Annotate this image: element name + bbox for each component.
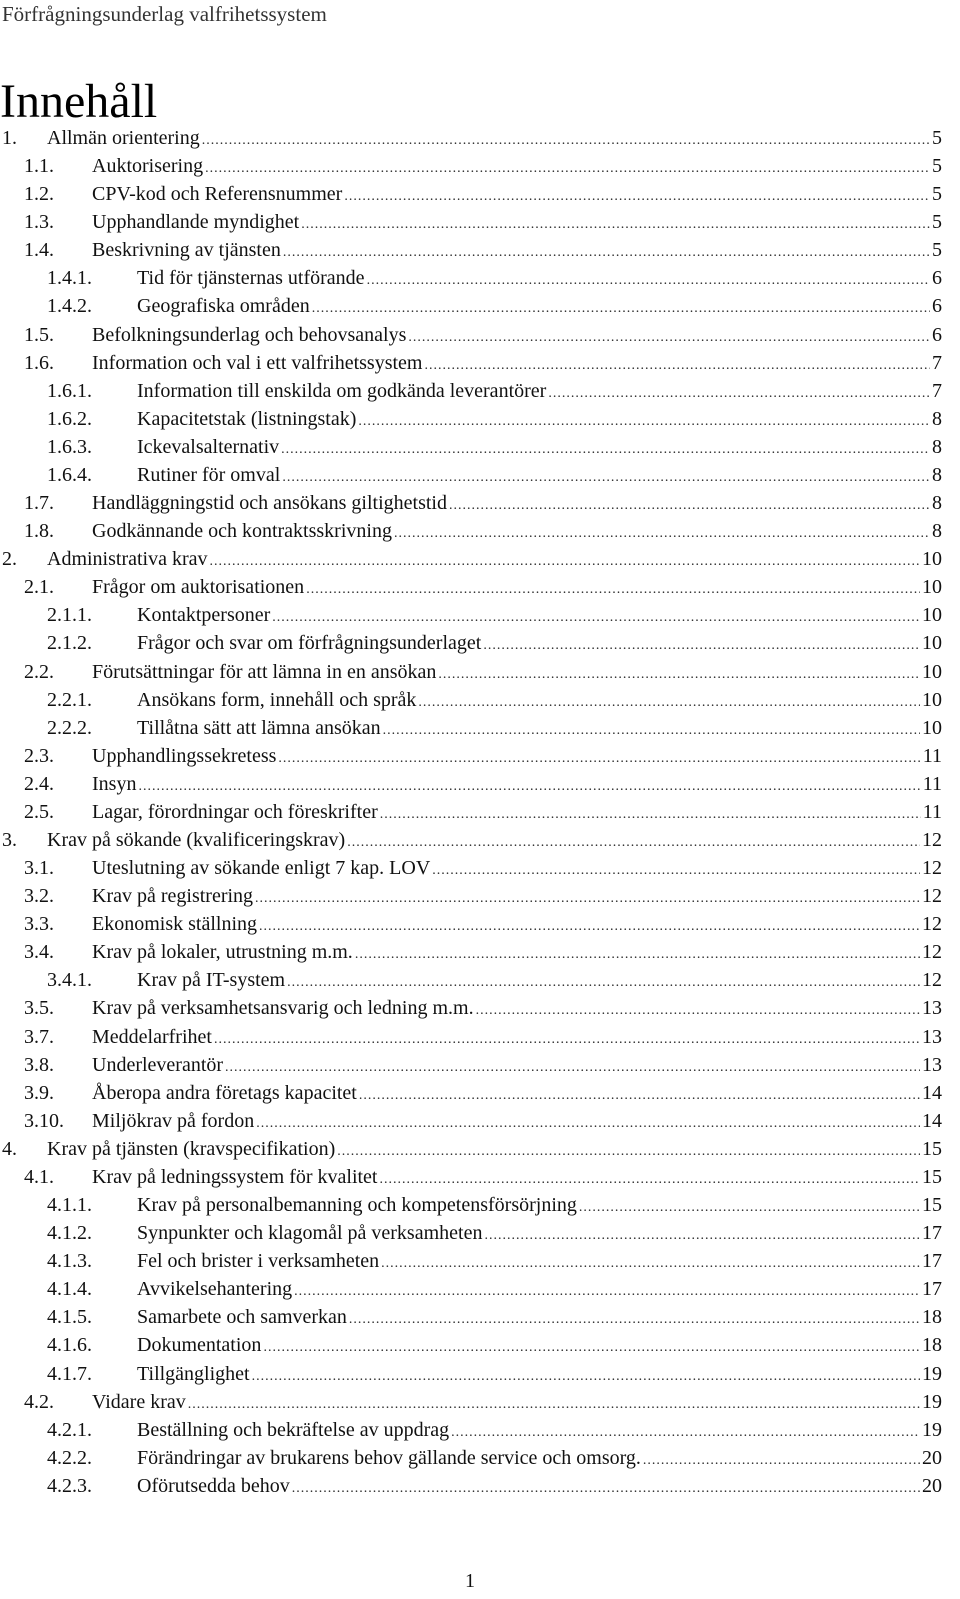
toc-entry-number: 4. bbox=[2, 1137, 17, 1160]
toc-entry[interactable] bbox=[2, 826, 942, 854]
toc-entry-title[interactable]: Befolkningsunderlag och behovsanalys bbox=[92, 323, 407, 346]
dot-leader bbox=[380, 798, 921, 826]
toc-entry-number: 3.5. bbox=[24, 997, 54, 1020]
toc-entry-page[interactable]: 18 bbox=[922, 1334, 942, 1357]
dot-leader bbox=[252, 1360, 920, 1388]
toc-entry-page[interactable]: 13 bbox=[922, 997, 942, 1020]
toc-entry-number: 3.2. bbox=[24, 885, 54, 908]
toc-entry-number: 3.4.1. bbox=[47, 969, 92, 992]
toc-entry-page[interactable]: 12 bbox=[922, 829, 942, 851]
toc-entry-title[interactable]: Information till enskilda om godkända leverantörer bbox=[137, 379, 547, 402]
toc-entry[interactable] bbox=[47, 1416, 942, 1444]
toc-entry[interactable] bbox=[47, 433, 942, 461]
toc-entry-number: 3.8. bbox=[24, 1053, 54, 1076]
toc-entry-number: 1.8. bbox=[24, 520, 54, 543]
toc-entry[interactable] bbox=[24, 882, 942, 910]
toc-entry[interactable] bbox=[47, 629, 942, 657]
toc-entry-number: 1.5. bbox=[24, 323, 54, 346]
toc-entry[interactable] bbox=[24, 573, 942, 601]
toc-entry-page[interactable]: 17 bbox=[922, 1250, 942, 1273]
dot-leader bbox=[383, 714, 920, 742]
dot-leader bbox=[408, 321, 930, 349]
toc-entry-page[interactable]: 8 bbox=[932, 435, 942, 458]
toc-entry-title[interactable]: Avvikelsehantering bbox=[137, 1278, 293, 1301]
toc-entry-page[interactable]: 20 bbox=[922, 1446, 942, 1469]
dot-leader bbox=[225, 1051, 920, 1079]
toc-entry-number: 4.1.4. bbox=[47, 1278, 92, 1301]
toc-entry[interactable] bbox=[24, 1388, 942, 1416]
toc-entry-title[interactable]: Krav på registrering bbox=[92, 885, 254, 908]
dot-leader bbox=[287, 966, 920, 994]
toc-entry-number: 4.1.1. bbox=[47, 1194, 92, 1217]
toc-entry-number: 3.7. bbox=[24, 1025, 54, 1048]
toc-entry-title[interactable]: Frågor om auktorisationen bbox=[92, 576, 305, 599]
toc-entry-number: 1.6.1. bbox=[47, 379, 92, 402]
toc-entry-page[interactable]: 6 bbox=[932, 323, 942, 346]
dot-leader bbox=[294, 1275, 920, 1303]
toc-entry[interactable] bbox=[47, 1303, 942, 1331]
toc-entry-page[interactable]: 5 bbox=[932, 127, 942, 149]
toc-entry-page[interactable]: 5 bbox=[932, 183, 942, 206]
toc-entry[interactable] bbox=[24, 321, 942, 349]
toc-entry-title[interactable]: Kapacitetstak (listningstak) bbox=[137, 407, 357, 430]
toc-entry[interactable] bbox=[47, 1472, 942, 1500]
toc-entry[interactable] bbox=[24, 742, 942, 770]
toc-entry-page[interactable]: 7 bbox=[932, 379, 942, 402]
toc-entry[interactable] bbox=[24, 938, 942, 966]
toc-entry-number: 4.1.2. bbox=[47, 1222, 92, 1245]
dot-leader bbox=[188, 1388, 920, 1416]
toc-entry[interactable] bbox=[47, 1191, 942, 1219]
dot-leader bbox=[394, 517, 930, 545]
toc-entry-title[interactable]: Ickevalsalternativ bbox=[137, 435, 280, 458]
toc-entry-page[interactable]: 14 bbox=[922, 1109, 942, 1132]
toc-entry[interactable] bbox=[24, 1107, 942, 1135]
toc-entry-title[interactable]: Åberopa andra företags kapacitet bbox=[92, 1081, 357, 1104]
toc-entry-page[interactable]: 6 bbox=[932, 267, 942, 290]
toc-entry[interactable] bbox=[24, 854, 942, 882]
dot-leader bbox=[283, 236, 930, 264]
dot-leader bbox=[292, 1472, 920, 1500]
toc-entry-page[interactable]: 10 bbox=[922, 576, 942, 599]
dot-leader bbox=[367, 264, 930, 292]
document-header: Förfrågningsunderlag valfrihetssystem bbox=[2, 2, 327, 26]
page-number: 1 bbox=[465, 1570, 475, 1592]
dot-leader bbox=[418, 686, 920, 714]
dot-leader bbox=[432, 854, 920, 882]
toc-entry-title[interactable]: Upphandlande myndighet bbox=[92, 211, 300, 234]
toc-entry[interactable] bbox=[47, 1331, 942, 1359]
dot-leader bbox=[344, 180, 930, 208]
toc-entry-page[interactable]: 12 bbox=[922, 885, 942, 908]
toc-entry[interactable] bbox=[2, 124, 942, 152]
toc-entry[interactable] bbox=[47, 377, 942, 405]
dot-leader bbox=[643, 1444, 920, 1472]
toc-entry-title[interactable]: Geografiska områden bbox=[137, 295, 310, 318]
toc-entry-page[interactable]: 10 bbox=[922, 632, 942, 655]
dot-leader bbox=[347, 826, 920, 854]
toc-entry-number: 4.2.2. bbox=[47, 1446, 92, 1469]
toc-entry-number: 1.6.2. bbox=[47, 407, 92, 430]
toc-entry[interactable] bbox=[47, 1360, 942, 1388]
toc-heading: Innehåll bbox=[0, 75, 158, 128]
toc-entry-title[interactable]: Lagar, förordningar och föreskrifter bbox=[92, 800, 378, 823]
toc-entry-title[interactable]: Information och val i ett valfrihetssystem bbox=[92, 351, 423, 374]
toc-entry-number: 2. bbox=[2, 548, 17, 571]
toc-entry-title[interactable]: Krav på lokaler, utrustning m.m. bbox=[92, 941, 353, 964]
toc-entry-number: 1.6.4. bbox=[47, 463, 92, 486]
toc-entry[interactable] bbox=[24, 910, 942, 938]
dot-leader bbox=[337, 1135, 920, 1163]
toc-entry[interactable] bbox=[24, 1023, 942, 1051]
toc-entry-number: 2.5. bbox=[24, 800, 54, 823]
toc-entry-number: 4.1.5. bbox=[47, 1306, 92, 1329]
dot-leader bbox=[210, 545, 920, 573]
toc-entry-title[interactable]: Beskrivning av tjänsten bbox=[92, 239, 281, 262]
dot-leader bbox=[281, 433, 930, 461]
toc-entry-title[interactable]: Krav på sökande (kvalificeringskrav) bbox=[47, 829, 346, 851]
toc-entry-title[interactable]: Vidare krav bbox=[92, 1390, 186, 1413]
toc-entry-title[interactable]: Tillåtna sätt att lämna ansökan bbox=[137, 716, 381, 739]
toc-entry[interactable] bbox=[47, 1219, 942, 1247]
toc-entry-page[interactable]: 8 bbox=[932, 407, 942, 430]
toc-entry[interactable] bbox=[24, 658, 942, 686]
toc-entry-title[interactable]: Fel och brister i verksamheten bbox=[137, 1250, 380, 1273]
dot-leader bbox=[438, 658, 920, 686]
toc-entry-title[interactable]: Allmän orientering bbox=[47, 127, 200, 149]
toc-entry-number: 2.2. bbox=[24, 660, 54, 683]
dot-leader bbox=[256, 1107, 920, 1135]
toc-entry-number: 1.7. bbox=[24, 492, 54, 515]
toc-entry-title[interactable]: Meddelarfrihet bbox=[92, 1025, 212, 1048]
toc-entry-title[interactable]: Krav på verksamhetsansvarig och ledning m.m. bbox=[92, 997, 474, 1020]
toc-entry-title[interactable]: CPV-kod och Referensnummer bbox=[92, 183, 343, 206]
dot-leader bbox=[278, 742, 920, 770]
toc-entry-page[interactable]: 8 bbox=[932, 492, 942, 515]
toc-entry-page[interactable]: 12 bbox=[922, 913, 942, 936]
toc-entry-page[interactable]: 17 bbox=[922, 1278, 942, 1301]
dot-leader bbox=[476, 994, 920, 1022]
toc-entry-number: 2.2.2. bbox=[47, 716, 92, 739]
toc-entry-number: 4.1.3. bbox=[47, 1250, 92, 1273]
toc-entry-number: 3. bbox=[2, 829, 17, 851]
toc-entry[interactable] bbox=[24, 994, 942, 1022]
toc-entry[interactable] bbox=[47, 686, 942, 714]
toc-entry-title[interactable]: Ekonomisk ställning bbox=[92, 913, 257, 936]
toc-entry[interactable] bbox=[24, 770, 942, 798]
toc-entry-page[interactable]: 11 bbox=[922, 800, 942, 823]
toc-entry[interactable] bbox=[24, 349, 942, 377]
toc-entry-number: 4.1. bbox=[24, 1165, 54, 1188]
toc-entry-title[interactable]: Tid för tjänsternas utförande bbox=[137, 267, 365, 290]
toc-entry[interactable] bbox=[47, 1444, 942, 1472]
toc-entry[interactable] bbox=[47, 1247, 942, 1275]
toc-entry-page[interactable]: 15 bbox=[922, 1137, 942, 1160]
toc-entry-page[interactable]: 10 bbox=[922, 548, 942, 571]
toc-entry-title[interactable]: Förutsättningar för att lämna in en ansökan bbox=[92, 660, 437, 683]
toc-entry[interactable] bbox=[47, 405, 942, 433]
toc-entry-number: 1.6. bbox=[24, 351, 54, 374]
toc-entry-title[interactable]: Godkännande och kontraktsskrivning bbox=[92, 520, 392, 543]
toc-entry-title[interactable]: Uteslutning av sökande enligt 7 kap. LOV bbox=[92, 857, 431, 880]
toc-entry-title[interactable]: Upphandlingssekretess bbox=[92, 744, 277, 767]
dot-leader bbox=[380, 1163, 921, 1191]
toc-entry[interactable] bbox=[24, 208, 942, 236]
toc-entry[interactable] bbox=[47, 292, 942, 320]
toc-entry-page[interactable]: 10 bbox=[922, 688, 942, 711]
toc-entry-page[interactable]: 5 bbox=[932, 239, 942, 262]
toc-entry-page[interactable]: 11 bbox=[922, 744, 942, 767]
dot-leader bbox=[579, 1191, 920, 1219]
toc-entry-number: 4.1.6. bbox=[47, 1334, 92, 1357]
toc-entry-number: 4.2. bbox=[24, 1390, 54, 1413]
toc-entry-title[interactable]: Underleverantör bbox=[92, 1053, 224, 1076]
dot-leader bbox=[202, 124, 930, 152]
toc-entry-page[interactable]: 19 bbox=[922, 1418, 942, 1441]
toc-entry-title[interactable]: Krav på ledningssystem för kvalitet bbox=[92, 1165, 378, 1188]
dot-leader bbox=[138, 770, 920, 798]
toc-entry-title[interactable]: Förändringar av brukarens behov gällande service och omsorg. bbox=[137, 1446, 641, 1469]
toc-entry-title[interactable]: Handläggningstid och ansökans giltighetstid bbox=[92, 492, 447, 515]
toc-entry-title[interactable]: Frågor och svar om förfrågningsunderlaget bbox=[137, 632, 482, 655]
toc-entry-title[interactable]: Ansökans form, innehåll och språk bbox=[137, 688, 417, 711]
toc-entry-number: 3.4. bbox=[24, 941, 54, 964]
toc-entry-number: 2.1. bbox=[24, 576, 54, 599]
toc-entry-number: 3.3. bbox=[24, 913, 54, 936]
toc-entry-page[interactable]: 13 bbox=[922, 1025, 942, 1048]
dot-leader bbox=[349, 1303, 920, 1331]
toc-entry-title[interactable]: Krav på IT-system bbox=[137, 969, 286, 992]
dot-leader bbox=[259, 910, 920, 938]
dot-leader bbox=[282, 461, 930, 489]
toc-entry-number: 2.1.2. bbox=[47, 632, 92, 655]
dot-leader bbox=[301, 208, 930, 236]
toc-entry[interactable] bbox=[24, 1051, 942, 1079]
toc-entry[interactable] bbox=[47, 1275, 942, 1303]
toc-entry[interactable] bbox=[24, 517, 942, 545]
toc-entry-page[interactable]: 15 bbox=[922, 1194, 942, 1217]
toc-entry-page[interactable]: 20 bbox=[922, 1474, 942, 1497]
toc-entry-title[interactable]: Auktorisering bbox=[92, 155, 204, 178]
toc-entry-title[interactable]: Tillgänglighet bbox=[137, 1362, 250, 1385]
toc-entry[interactable] bbox=[47, 461, 942, 489]
toc-entry-page[interactable]: 7 bbox=[932, 351, 942, 374]
toc-entry-title[interactable]: Krav på tjänsten (kravspecifikation) bbox=[47, 1137, 336, 1160]
toc-entry-number: 4.1.7. bbox=[47, 1362, 92, 1385]
toc-entry-title[interactable]: Krav på personalbemanning och kompetensförsörjning bbox=[137, 1194, 577, 1217]
dot-leader bbox=[449, 489, 930, 517]
toc-entry[interactable] bbox=[24, 489, 942, 517]
toc-entry-page[interactable]: 10 bbox=[922, 660, 942, 683]
dot-leader bbox=[358, 405, 930, 433]
toc-entry-page[interactable]: 10 bbox=[922, 716, 942, 739]
toc-entry-page[interactable]: 12 bbox=[922, 941, 942, 964]
toc-entry-page[interactable]: 5 bbox=[932, 155, 942, 178]
toc-entry-page[interactable]: 5 bbox=[932, 211, 942, 234]
toc-entry-number: 1.4. bbox=[24, 239, 54, 262]
toc-entry-page[interactable]: 18 bbox=[922, 1306, 942, 1329]
toc-entry-number: 2.3. bbox=[24, 744, 54, 767]
toc-entry-number: 2.4. bbox=[24, 772, 54, 795]
toc-entry[interactable] bbox=[2, 545, 942, 573]
toc-entry-page[interactable]: 10 bbox=[922, 604, 942, 627]
toc-entry-title[interactable]: Rutiner för omval bbox=[137, 463, 281, 486]
toc-entry-number: 4.2.3. bbox=[47, 1474, 92, 1497]
toc-entry-title[interactable]: Oförutsedda behov bbox=[137, 1474, 290, 1497]
toc-entry-title[interactable]: Kontaktpersoner bbox=[137, 604, 271, 627]
dot-leader bbox=[272, 601, 920, 629]
toc-entry-page[interactable]: 13 bbox=[922, 1053, 942, 1076]
toc-entry[interactable] bbox=[47, 966, 942, 994]
toc-entry-number: 4.2.1. bbox=[47, 1418, 92, 1441]
dot-leader bbox=[355, 938, 920, 966]
toc-entry[interactable] bbox=[47, 601, 942, 629]
dot-leader bbox=[381, 1247, 920, 1275]
toc-entry-page[interactable]: 17 bbox=[922, 1222, 942, 1245]
toc-entry[interactable] bbox=[24, 152, 942, 180]
toc-entry-number: 2.2.1. bbox=[47, 688, 92, 711]
dot-leader bbox=[205, 152, 930, 180]
toc-entry-title[interactable]: Miljökrav på fordon bbox=[92, 1109, 255, 1132]
dot-leader bbox=[359, 1079, 920, 1107]
toc-entry-number: 1.4.2. bbox=[47, 295, 92, 318]
toc-entry-number: 1.2. bbox=[24, 183, 54, 206]
toc-entry-page[interactable]: 8 bbox=[932, 463, 942, 486]
toc-entry-page[interactable]: 14 bbox=[922, 1081, 942, 1104]
toc-entry-number: 3.9. bbox=[24, 1081, 54, 1104]
toc-entry-page[interactable]: 12 bbox=[922, 857, 942, 880]
dot-leader bbox=[214, 1023, 920, 1051]
toc-entry-page[interactable]: 11 bbox=[922, 772, 942, 795]
toc-entry-number: 1.3. bbox=[24, 211, 54, 234]
toc-entry[interactable] bbox=[24, 180, 942, 208]
toc-entry-number: 1. bbox=[2, 127, 17, 149]
toc-entry[interactable] bbox=[24, 1163, 942, 1191]
toc-entry-number: 3.10. bbox=[24, 1109, 64, 1132]
toc-entry-page[interactable]: 6 bbox=[932, 295, 942, 318]
toc-entry-number: 2.1.1. bbox=[47, 604, 92, 627]
toc-entry-title[interactable]: Beställning och bekräftelse av uppdrag bbox=[137, 1418, 450, 1441]
toc-entry-title[interactable]: Synpunkter och klagomål på verksamheten bbox=[137, 1222, 483, 1245]
dot-leader bbox=[263, 1331, 920, 1359]
toc-entry-page[interactable]: 12 bbox=[922, 969, 942, 992]
toc-entry-number: 1.1. bbox=[24, 155, 54, 178]
dot-leader bbox=[483, 629, 920, 657]
dot-leader bbox=[306, 573, 920, 601]
toc-entry[interactable] bbox=[24, 798, 942, 826]
toc-entry-title[interactable]: Administrativa krav bbox=[47, 548, 208, 571]
toc-entry[interactable] bbox=[24, 1079, 942, 1107]
dot-leader bbox=[255, 882, 920, 910]
toc-entry-number: 1.4.1. bbox=[47, 267, 92, 290]
toc-entry-title[interactable]: Dokumentation bbox=[137, 1334, 262, 1357]
dot-leader bbox=[451, 1416, 920, 1444]
dot-leader bbox=[484, 1219, 920, 1247]
toc-entry-title[interactable]: Samarbete och samverkan bbox=[137, 1306, 347, 1329]
dot-leader bbox=[548, 377, 930, 405]
toc-entry-page[interactable]: 19 bbox=[922, 1390, 942, 1413]
dot-leader bbox=[424, 349, 930, 377]
toc-entry[interactable] bbox=[2, 1135, 942, 1163]
dot-leader bbox=[312, 292, 930, 320]
toc-entry-number: 1.6.3. bbox=[47, 435, 92, 458]
toc-entry-page[interactable]: 8 bbox=[932, 520, 942, 543]
toc-entry-title[interactable]: Insyn bbox=[92, 772, 137, 795]
toc-entry-page[interactable]: 15 bbox=[922, 1165, 942, 1188]
toc-entry-page[interactable]: 19 bbox=[922, 1362, 942, 1385]
toc-entry-number: 3.1. bbox=[24, 857, 54, 880]
toc-entry[interactable] bbox=[47, 264, 942, 292]
toc-entry[interactable] bbox=[47, 714, 942, 742]
toc-entry[interactable] bbox=[24, 236, 942, 264]
